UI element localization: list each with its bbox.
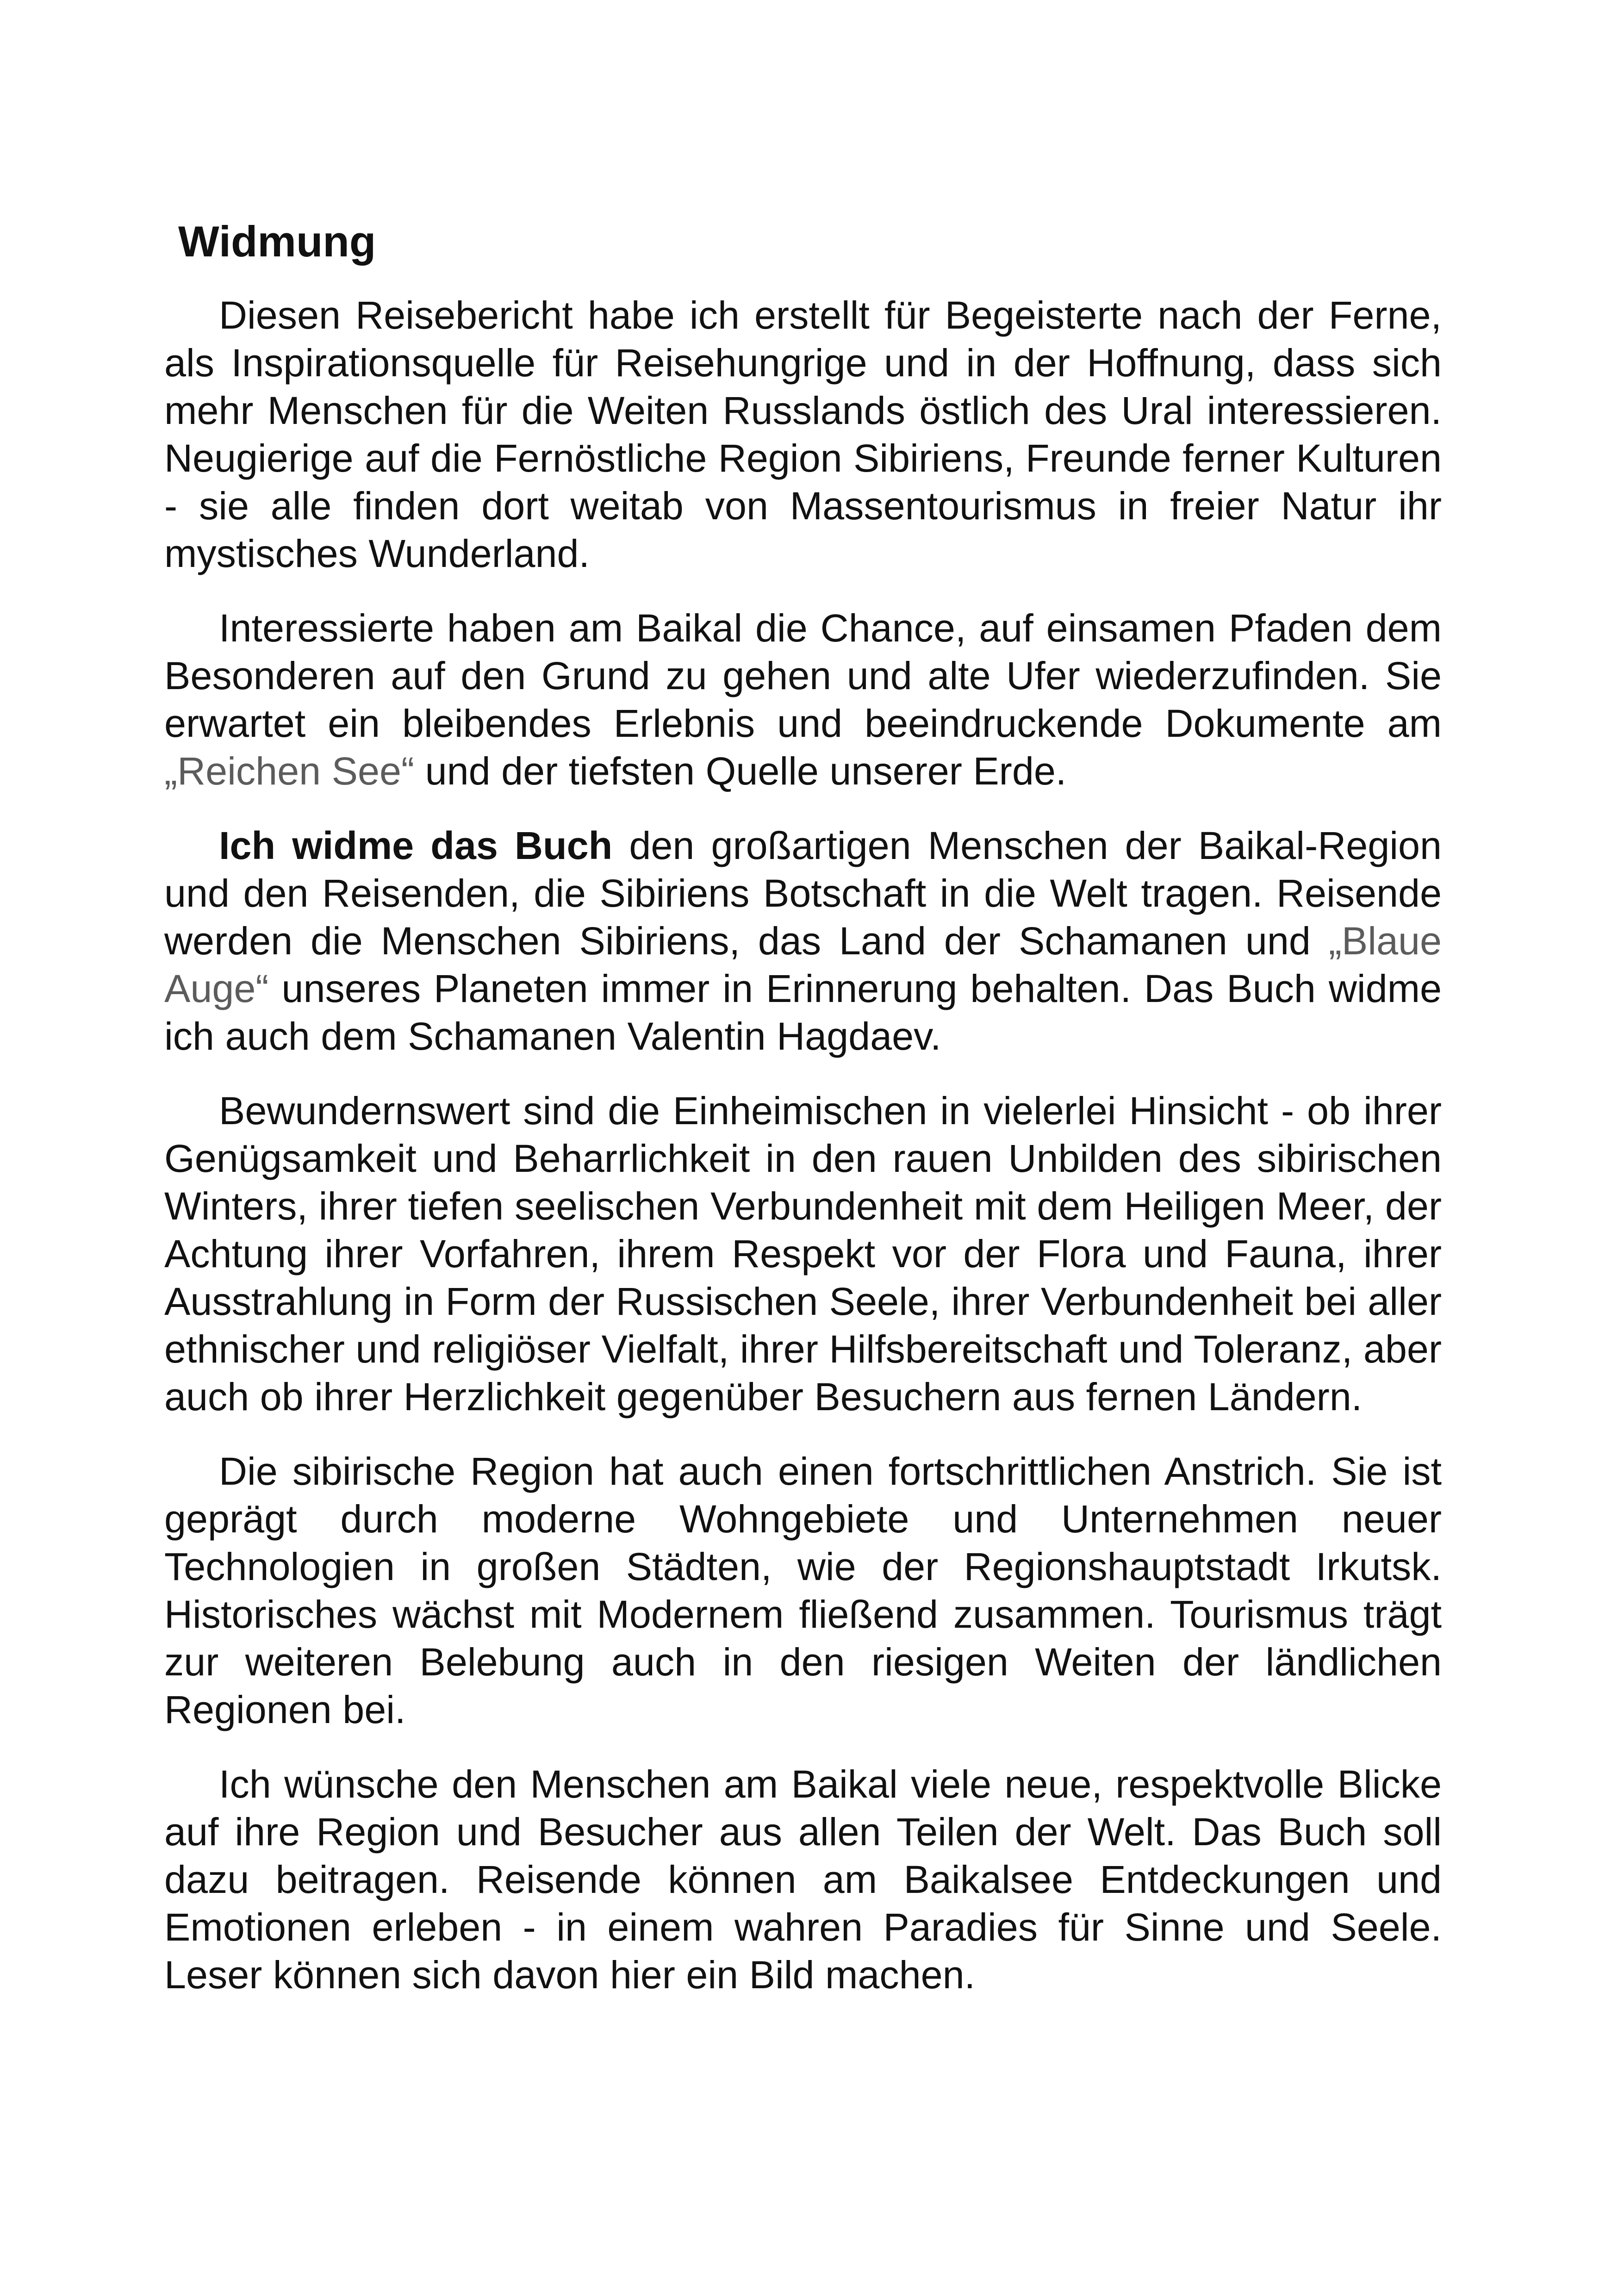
paragraph-dedication <box>164 822 1442 1060</box>
quoted-name-blaue-auge: „Blaue Auge“ <box>164 919 1442 1010</box>
paragraph-baikal-chance <box>164 604 1442 795</box>
paragraph-locals: Bewundernswert sind die Einheimischen in vielerlei Hinsicht - ob ihrer Genügsamkeit und Beharrlichkeit in den rauen Unbilden des sibirischen Winters, ihrer tiefen seelischen Verbundenheit mit dem Heiligen Meer, der Achtung ihrer Vorfahren, ihrem Respekt vor der Flora und Fauna, ihrer Ausstrahlung in Form der Russischen Seele, ihrer Verbundenheit bei aller ethnischer und religiöser Vielfalt, ihrer Hilfsbereitschaft und Toleranz, aber auch ob ihrer Herzlichkeit gegenüber Besuchern aus fernen Ländern. <box>164 1089 1442 1419</box>
body-text <box>164 292 1442 2026</box>
paragraph-intro: Diesen Reisebericht habe ich erstellt für Begeisterte nach der Ferne, als Inspirationsquelle für Reisehungrige und in der Hoffnung, dass sich mehr Menschen für die Weiten Russlands östlich des Ural interessieren. Neugierige auf die Fernöstliche Region Sibiriens, Freunde ferner Kulturen - sie alle finden dort weitab von Massentourismus in freier Natur ihr mystisches Wunderland. <box>164 293 1442 575</box>
paragraph-text: unseres Planeten immer in Erinnerung behalten. Das Buch widme ich auch dem Schamanen Valentin Hagdaev. <box>164 967 1442 1058</box>
bold-phrase: Ich widme das Buch <box>219 824 613 867</box>
quoted-name-reichen-see: „Reichen See“ <box>164 749 415 793</box>
paragraph-modern-region: Die sibirische Region hat auch einen fortschrittlichen Anstrich. Sie ist geprägt durch moderne Wohngebiete und Unternehmen neuer Technologien in großen Städten, wie der Regionshauptstadt Irkutsk. Historisches wächst mit Modernem fließend zusammen. Tourismus trägt zur weiteren Belebung auch in den riesigen Weiten der ländlichen Regionen bei. <box>164 1450 1442 1731</box>
paragraph-text: Interessierte haben am Baikal die Chance, auf einsamen Pfaden dem Besonderen auf den Grund zu gehen und alte Ufer wiederzufinden. Sie erwartet ein bleibendes Erlebnis und beeindruckende Dokumente am <box>164 606 1442 745</box>
paragraph-text: und der tiefsten Quelle unserer Erde. <box>414 749 1067 793</box>
page-title: Widmung <box>178 217 376 266</box>
paragraph-text: den großartigen Menschen der Baikal-Region und den Reisenden, die Sibiriens Botschaft in die Welt tragen. Reisende werden die Menschen Sibiriens, das Land der Schamanen und <box>164 824 1442 963</box>
paragraph-wish: Ich wünsche den Menschen am Baikal viele neue, respektvolle Blicke auf ihre Region und Besucher aus allen Teilen der Welt. Das Buch soll dazu beitragen. Reisende können am Baikalsee Entdeckungen und Emotionen erleben - in einem wahren Paradies für Sinne und Seele. Leser können sich davon hier ein Bild machen. <box>164 1762 1442 1997</box>
